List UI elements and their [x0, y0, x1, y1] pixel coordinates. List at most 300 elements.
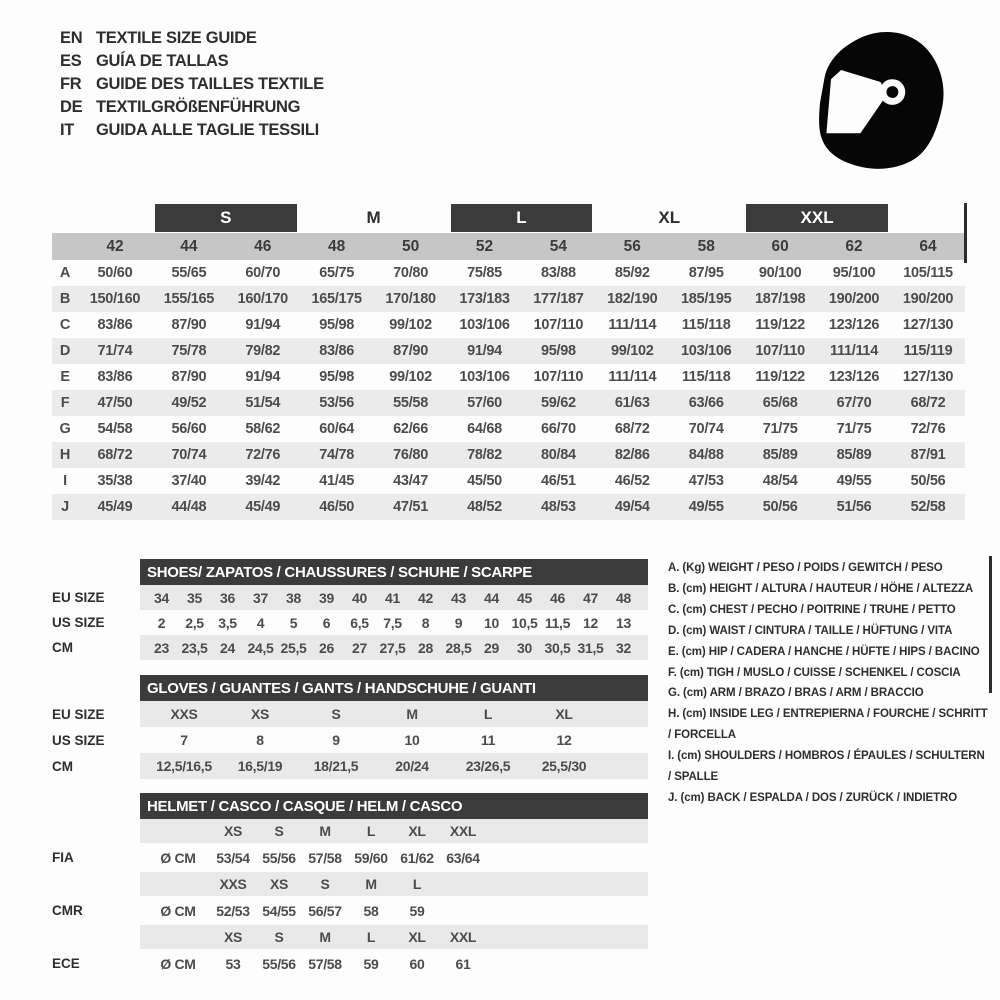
measure-value-cell: 71/75 [762, 421, 798, 437]
size-group-cell [743, 202, 891, 233]
measure-value-cell: 46/51 [540, 473, 576, 489]
measure-value-cell: 52/58 [891, 494, 965, 520]
helmet-size-cell: M [365, 876, 377, 892]
measure-value-cell: 103/106 [459, 317, 510, 333]
helmet-value-cell: 53 [225, 955, 241, 972]
shoes-row [52, 585, 652, 610]
measure-row [52, 494, 965, 520]
legend-item: C. (cm) CHEST / PECHO / POITRINE / TRUHE / PETTO [668, 603, 956, 616]
shoes-cells [140, 585, 648, 610]
measure-value-cell: 127/130 [902, 369, 954, 385]
measure-value-cell: 99/102 [389, 317, 432, 333]
gloves-row-label: CM [52, 758, 73, 774]
helmet-blank-label [52, 925, 140, 949]
language-row [60, 119, 324, 142]
legend-item: B. (cm) HEIGHT / ALTURA / HAUTEUR / HÖHE / ALTEZZA [668, 582, 974, 595]
shoes-cell: 10,5 [511, 614, 538, 631]
numeric-size-cell: 58 [669, 233, 743, 260]
measure-value-cell: 63/66 [669, 390, 743, 416]
numeric-size-cell: 52 [448, 233, 522, 260]
measure-value-cell: 68/72 [614, 421, 650, 437]
size-group-label: S [155, 204, 297, 232]
measure-value-cell: 54/58 [97, 421, 133, 437]
measure-value-cell: 190/200 [891, 286, 965, 312]
shoes-title: SHOES/ ZAPATOS / CHAUSSURES / SCHUHE / SCARPE [140, 559, 648, 585]
helmet-size-row [52, 819, 652, 843]
gloves-cell: 12,5/16,5 [156, 758, 212, 774]
numeric-size-cell: 60 [743, 233, 817, 260]
numeric-size-cell: 54 [521, 233, 595, 260]
size-group-cell [152, 202, 300, 233]
legend-item: I. (cm) SHOULDERS / HOMBROS / ÉPAULES / SCHULTERN / SPALLE [668, 750, 985, 784]
gloves-cell: 8 [256, 732, 264, 748]
helmet-blank-label [52, 819, 140, 843]
shoes-cells [140, 635, 648, 660]
size-group-label: XL [658, 207, 681, 227]
helmet-value-row [52, 843, 652, 872]
measure-value-cell: 50/56 [743, 494, 817, 520]
legend-item: G. (cm) ARM / BRAZO / BRAS / ARM / BRACCIO [668, 687, 924, 700]
measure-value-cell: 46/50 [300, 494, 374, 520]
measure-value-cell: 99/102 [389, 369, 432, 385]
numeric-size-cell: 56 [595, 233, 669, 260]
measure-value-cell: 70/80 [393, 265, 428, 281]
numeric-size-cell: 46 [226, 233, 300, 260]
helmet-value-row [52, 949, 652, 978]
helmet-value-cell: 56/57 [308, 902, 342, 919]
measure-value-cell: 83/86 [97, 369, 133, 385]
shoes-cell: 4 [256, 614, 265, 631]
numeric-size-cell: 64 [891, 233, 965, 260]
measure-value-cell: 95/98 [319, 369, 355, 385]
measure-value-cell: 72/76 [226, 442, 300, 468]
measure-value-cell: 55/65 [171, 265, 207, 281]
language-title: TEXTILGRÖßENFÜHRUNG [96, 98, 301, 116]
size-group-header-row [52, 202, 965, 233]
shoes-cell: 8 [421, 614, 430, 631]
shoes-row-label: US SIZE [52, 615, 105, 630]
shoes-cell: 9 [454, 614, 463, 631]
legend-item: E. (cm) HIP / CADERA / HANCHE / HÜFTE / HIPS / BACINO [668, 645, 980, 658]
helmet-value-cell: 60 [409, 955, 425, 972]
helmet-value-cell: 53/54 [216, 849, 250, 866]
measure-row-label: F [52, 390, 78, 416]
shoes-cell: 29 [484, 639, 499, 656]
shoes-cell: 26 [319, 639, 334, 656]
measure-value-cell: 91/94 [448, 338, 522, 364]
measure-value-cell: 75/78 [152, 338, 226, 364]
shoes-cell: 12 [583, 614, 598, 631]
helmet-value-cells [140, 843, 648, 872]
helmet-value-cell: 55/56 [262, 955, 296, 972]
measure-value-cell: 47/53 [688, 473, 724, 489]
helmet-value-cells [140, 896, 648, 925]
measure-row-label: H [52, 442, 78, 468]
gloves-cell: M [406, 706, 418, 722]
gloves-cells [140, 701, 648, 727]
language-code: FR [60, 75, 82, 93]
helmet-blank-label [52, 872, 140, 896]
size-group-cell [595, 202, 743, 233]
shoes-row-label: EU SIZE [52, 590, 105, 605]
shoes-cell: 38 [286, 589, 301, 606]
measure-row-label: D [52, 338, 78, 364]
gloves-row-label: EU SIZE [52, 706, 105, 722]
measure-value-cell: 119/122 [755, 369, 805, 385]
shoes-cell: 13 [616, 614, 631, 631]
measure-value-cell: 103/106 [669, 338, 743, 364]
shoes-cell: 3,5 [218, 614, 237, 631]
gloves-title: GLOVES / GUANTES / GANTS / HANDSCHUHE / GUANTI [140, 675, 648, 701]
measure-value-cell: 87/95 [688, 265, 724, 281]
measure-value-cell: 165/175 [300, 286, 374, 312]
size-group-label: M [366, 207, 381, 227]
measure-value-cell: 123/126 [828, 317, 880, 333]
helmet-standard-label: CMR [52, 903, 83, 918]
measure-value-cell: 84/88 [669, 442, 743, 468]
helmet-value-cell: 61 [455, 955, 471, 972]
measure-row [52, 390, 965, 416]
measure-value-cell: 50/56 [910, 473, 946, 489]
measure-value-cell: 47/50 [78, 390, 152, 416]
shoes-row-label: CM [52, 640, 73, 655]
shoes-cell: 24 [220, 639, 235, 656]
language-title: GUIDA ALLE TAGLIE TESSILI [96, 121, 319, 139]
measure-value-cell: 173/183 [448, 286, 522, 312]
gloves-cell: L [483, 706, 493, 722]
measure-value-cell: 74/78 [300, 442, 374, 468]
helmet-value-cell: 61/62 [400, 849, 434, 866]
measure-value-cell: 65/75 [319, 265, 355, 281]
measure-value-cell: 45/49 [78, 494, 152, 520]
measure-value-cell: 103/106 [459, 369, 510, 385]
measure-value-cell: 160/170 [226, 286, 300, 312]
helmet-size-row [52, 925, 652, 949]
measure-row [52, 364, 965, 390]
legend-item: F. (cm) TIGH / MUSLO / CUISSE / SCHENKEL / COSCIA [668, 666, 961, 679]
helmet-standard-label: FIA [52, 850, 74, 865]
gloves-cell: 12 [556, 732, 572, 748]
measure-row-label: B [52, 286, 78, 312]
shoes-cell: 32 [616, 639, 631, 656]
measure-value-cell: 37/40 [171, 473, 207, 489]
measure-value-cell: 53/56 [300, 390, 374, 416]
shoes-cell: 48 [616, 589, 631, 606]
gloves-table [52, 675, 652, 779]
shoes-cell: 24,5 [247, 639, 274, 656]
helmet-size-cell: L [366, 823, 376, 839]
measure-value-cell: 56/60 [171, 421, 207, 437]
numeric-size-cell: 50 [374, 233, 448, 260]
shoes-cell: 30 [517, 639, 532, 656]
measure-value-cell: 70/74 [688, 421, 724, 437]
measure-value-cell: 76/80 [374, 442, 448, 468]
measure-value-cell: 57/60 [448, 390, 522, 416]
measure-value-cell: 82/86 [595, 442, 669, 468]
helmet-size-cell: XL [408, 929, 426, 945]
shoes-row [52, 635, 652, 660]
helmet-size-cell: XXL [449, 823, 477, 839]
measure-value-cell: 55/58 [374, 390, 448, 416]
shoes-cell: 25,5 [280, 639, 307, 656]
gloves-cell: 16,5/19 [237, 758, 283, 774]
shoes-cell: 6 [322, 614, 331, 631]
shoes-cell: 6,5 [350, 614, 369, 631]
measure-value-cell: 111/114 [608, 369, 657, 385]
measure-value-cell: 170/180 [374, 286, 448, 312]
measure-row [52, 468, 965, 494]
measure-value-cell: 91/94 [245, 369, 281, 385]
measure-value-cell: 90/100 [758, 265, 802, 281]
measure-value-cell: 150/160 [78, 286, 152, 312]
helmet-size-cell: XXS [219, 876, 247, 892]
language-row [60, 27, 324, 50]
measure-row [52, 442, 965, 468]
measure-value-cell: 51/54 [226, 390, 300, 416]
helmet-size-cell: L [412, 876, 422, 892]
gloves-cell: 9 [332, 732, 340, 748]
measure-value-cell: 83/86 [300, 338, 374, 364]
shoes-table [52, 559, 652, 660]
measure-value-cell: 95/98 [521, 338, 595, 364]
measure-value-cell: 71/75 [836, 421, 872, 437]
numeric-size-cell: 42 [78, 233, 152, 260]
numeric-size-cell: 44 [152, 233, 226, 260]
measure-value-cell: 48/53 [521, 494, 595, 520]
shoes-cell: 28,5 [445, 639, 472, 656]
shoes-cell: 39 [319, 589, 334, 606]
shoes-cell: 35 [187, 589, 202, 606]
gloves-row [52, 727, 652, 753]
measure-value-cell: 70/74 [152, 442, 226, 468]
measure-value-cell: 87/90 [171, 369, 207, 385]
shoes-cell: 43 [451, 589, 466, 606]
measure-row [52, 312, 965, 338]
measure-row-label: E [60, 369, 70, 385]
shoes-cell: 45 [517, 589, 532, 606]
shoes-cells [140, 610, 648, 635]
measure-value-cell: 43/47 [393, 473, 428, 489]
measure-value-cell: 49/55 [836, 473, 872, 489]
helmet-value-cell: 57/58 [308, 955, 342, 972]
helmet-size-cells [140, 925, 648, 949]
language-row [60, 50, 324, 73]
helmet-size-cell: XS [223, 929, 243, 945]
measure-value-cell: 59/62 [521, 390, 595, 416]
shoes-rows [52, 585, 652, 660]
shoes-cell: 28 [418, 639, 433, 656]
measure-value-cell: 67/70 [817, 390, 891, 416]
measure-value-cell: 83/86 [97, 317, 133, 333]
shoes-cell: 40 [352, 589, 367, 606]
shoes-cell: 2,5 [185, 614, 204, 631]
gloves-cell: XL [555, 706, 573, 722]
shoes-cell: 11,5 [544, 614, 571, 631]
measure-value-cell: 115/119 [891, 338, 965, 364]
language-row [60, 96, 324, 119]
gloves-rows [52, 701, 652, 779]
helmet-rows [52, 819, 652, 978]
gloves-cell: 23/26,5 [465, 758, 511, 774]
helmet-value-row [52, 896, 652, 925]
gloves-row [52, 701, 652, 727]
measure-row [52, 338, 965, 364]
measure-value-cell: 85/89 [817, 442, 891, 468]
shoes-cell: 46 [550, 589, 565, 606]
gloves-cell: 20/24 [395, 758, 429, 774]
gloves-cell: 25,5/30 [541, 758, 587, 774]
helmet-size-cell: S [320, 876, 330, 892]
measure-value-cell: 47/51 [374, 494, 448, 520]
numeric-size-cell: 48 [300, 233, 374, 260]
measurement-legend [668, 558, 990, 809]
gloves-cell: 11 [480, 732, 496, 748]
measure-value-cell: 41/45 [319, 473, 355, 489]
measure-value-cell: 123/126 [828, 369, 880, 385]
gloves-cell: 7 [180, 732, 188, 748]
helmet-size-cell: S [274, 929, 284, 945]
shoes-cell: 10 [484, 614, 499, 631]
helmet-title: HELMET / CASCO / CASQUE / HELM / CASCO [140, 793, 648, 819]
measure-value-cell: 58/62 [245, 421, 281, 437]
blank-cell [52, 202, 152, 233]
measure-value-cell: 111/114 [817, 338, 891, 364]
measure-value-cell: 95/100 [832, 265, 876, 281]
language-title: GUIDE DES TAILLES TEXTILE [96, 75, 324, 93]
blank-cell [52, 233, 78, 260]
helmet-value-cell: 58 [363, 902, 379, 919]
shoes-cell: 31,5 [577, 639, 604, 656]
helmet-value-cell: 54/55 [262, 902, 296, 919]
helmet-size-cell: XS [269, 876, 289, 892]
measure-value-cell: 60/64 [319, 421, 355, 437]
legend-item: D. (cm) WAIST / CINTURA / TAILLE / HÜFTUNG / VITA [668, 624, 953, 637]
racing-helmet-icon [798, 22, 963, 174]
language-code: DE [60, 98, 83, 116]
measure-value-cell: 91/94 [245, 317, 281, 333]
measure-value-cell: 185/195 [669, 286, 743, 312]
helmet-value-cell: 52/53 [216, 902, 250, 919]
shoes-cell: 23 [154, 639, 169, 656]
helmet-size-cell: L [366, 929, 376, 945]
gloves-cell: XXS [170, 706, 198, 722]
size-group-label: XXL [746, 204, 888, 232]
measure-value-cell: 182/190 [595, 286, 669, 312]
language-code: ES [60, 52, 82, 70]
measure-value-cell: 78/82 [448, 442, 522, 468]
helmet-unit-cell: Ø CM [160, 955, 196, 972]
measure-value-cell: 75/85 [467, 265, 502, 281]
gloves-cell: 18/21,5 [313, 758, 359, 774]
measure-value-cell: 45/49 [226, 494, 300, 520]
measure-value-cell: 119/122 [755, 317, 805, 333]
language-title: TEXTILE SIZE GUIDE [96, 29, 257, 47]
measure-row [52, 260, 965, 286]
helmet-value-cell: 63/64 [446, 849, 480, 866]
helmet-table [52, 793, 652, 978]
measure-value-cell: 87/90 [171, 317, 207, 333]
shoes-cell: 30,5 [544, 639, 571, 656]
size-group-label: L [451, 204, 593, 232]
shoes-cell: 37 [253, 589, 268, 606]
gloves-row-label: US SIZE [52, 732, 105, 748]
helmet-value-cell: 59/60 [354, 849, 388, 866]
gloves-row [52, 753, 652, 779]
measure-row [52, 286, 965, 312]
helmet-value-cells [140, 949, 648, 978]
legend-item: J. (cm) BACK / ESPALDA / DOS / ZURÜCK / INDIETRO [668, 791, 958, 804]
legend-item: H. (cm) INSIDE LEG / ENTREPIERNA / FOURCHE / SCHRITT / FORCELLA [668, 708, 988, 742]
numeric-size-cell: 62 [817, 233, 891, 260]
shoes-cell: 23,5 [181, 639, 208, 656]
racing-helmet-icon-svg [798, 22, 963, 174]
measure-value-cell: 95/98 [319, 317, 355, 333]
shoes-cell: 2 [157, 614, 166, 631]
measure-value-cell: 105/115 [903, 265, 953, 281]
measure-value-cell: 80/84 [521, 442, 595, 468]
measure-value-cell: 49/54 [595, 494, 669, 520]
scan-edge-line [989, 556, 992, 693]
measure-value-cell: 99/102 [595, 338, 669, 364]
measure-value-cell: 45/50 [467, 473, 502, 489]
measure-value-cell: 107/110 [533, 369, 584, 385]
shoes-row [52, 610, 652, 635]
numeric-size-row [52, 233, 965, 260]
measure-value-cell: 64/68 [467, 421, 502, 437]
helmet-value-cell: 59 [409, 902, 425, 919]
measure-value-cell: 51/56 [817, 494, 891, 520]
measure-row [52, 416, 965, 442]
measure-value-cell: 87/90 [374, 338, 448, 364]
helmet-size-cells [140, 819, 648, 843]
gloves-cell: S [331, 706, 341, 722]
measure-value-cell: 68/72 [78, 442, 152, 468]
helmet-size-cell: S [274, 823, 284, 839]
helmet-size-cells [140, 872, 648, 896]
measure-value-cell: 44/48 [152, 494, 226, 520]
helmet-standard-label: ECE [52, 956, 80, 971]
measure-row-label: I [63, 473, 67, 489]
size-group-cell [300, 202, 448, 233]
shoes-cell: 44 [484, 589, 499, 606]
textile-size-table [52, 202, 965, 520]
measure-value-cell: 87/91 [891, 442, 965, 468]
language-title-list [60, 27, 324, 142]
shoes-cell: 27,5 [379, 639, 406, 656]
measure-value-cell: 115/118 [681, 369, 731, 385]
measure-value-cell: 61/63 [595, 390, 669, 416]
gloves-cell: 10 [404, 732, 420, 748]
measure-value-cell: 115/118 [681, 317, 731, 333]
measure-value-cell: 48/54 [762, 473, 798, 489]
measure-value-cell: 85/89 [743, 442, 817, 468]
shoes-cell: 42 [418, 589, 433, 606]
shoes-cell: 41 [385, 589, 400, 606]
shoes-cell: 47 [583, 589, 598, 606]
helmet-size-cell: M [319, 929, 331, 945]
shoes-cell: 7,5 [383, 614, 402, 631]
language-code: EN [60, 29, 83, 47]
helmet-unit-cell: Ø CM [160, 849, 196, 866]
helmet-value-cell: 57/58 [308, 849, 342, 866]
measure-value-cell: 48/52 [448, 494, 522, 520]
measure-value-cell: 68/72 [891, 390, 965, 416]
measure-value-cell: 66/70 [540, 421, 576, 437]
helmet-size-cell: XL [408, 823, 426, 839]
measure-value-cell: 46/52 [614, 473, 650, 489]
helmet-unit-cell: Ø CM [160, 902, 196, 919]
shoes-cell: 5 [289, 614, 298, 631]
